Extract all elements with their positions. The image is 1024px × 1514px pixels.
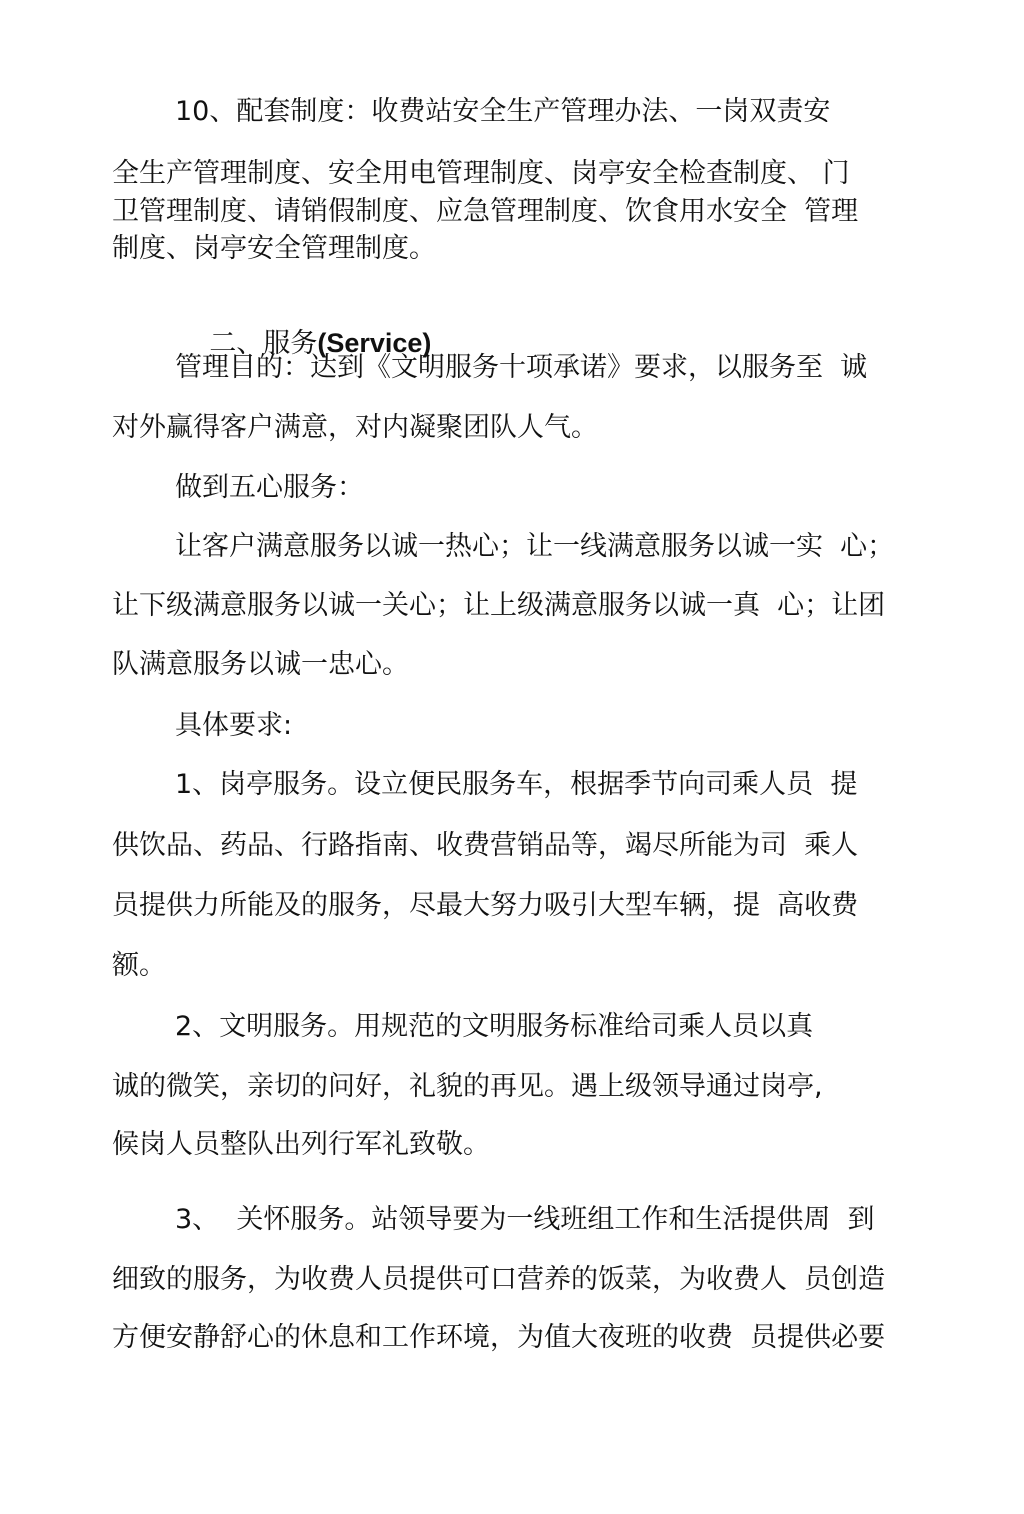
paragraph-line: 制度、岗亭安全管理制度。 <box>112 233 436 264</box>
paragraph-line: 1、岗亭服务。设立便民服务车，根据季节向司乘人员 提 <box>175 769 858 800</box>
section-heading-en: (Service) <box>317 328 432 358</box>
paragraph-line: 额。 <box>112 950 166 981</box>
paragraph-line: 方便安静舒心的休息和工作环境，为值大夜班的收费 员提供必要 <box>112 1322 886 1353</box>
paragraph-line: 对外赢得客户满意，对内凝聚团队人气。 <box>112 412 598 443</box>
paragraph-line: 管理目的：达到《文明服务十项承诺》要求，以服务至 诚 <box>175 352 868 383</box>
paragraph-line: 让客户满意服务以诚一热心；让一线满意服务以诚一实 心； <box>175 531 895 562</box>
paragraph-line: 3、 关怀服务。站领导要为一线班组工作和生活提供周 到 <box>175 1204 875 1235</box>
paragraph-line: 队满意服务以诚一忠心。 <box>112 649 409 680</box>
section-heading-cn: 二、服务 <box>209 328 318 359</box>
paragraph-line: 卫管理制度、请销假制度、应急管理制度、饮食用水安全 管理 <box>112 196 859 227</box>
subheading: 具体要求: <box>175 710 293 741</box>
paragraph-line: 供饮品、药品、行路指南、收费营销品等，竭尽所能为司 乘人 <box>112 830 859 861</box>
paragraph-line: 候岗人员整队出列行军礼致敬。 <box>112 1129 490 1160</box>
paragraph-line: 全生产管理制度、安全用电管理制度、岗亭安全检查制度、 门 <box>112 158 850 189</box>
paragraph-line: 2、文明服务。用规范的文明服务标准给司乘人员以真 <box>175 1011 814 1042</box>
paragraph-line: 10、配套制度：收费站安全生产管理办法、一岗双责安 <box>175 96 831 127</box>
paragraph-line: 细致的服务，为收费人员提供可口营养的饭菜，为收费人 员创造 <box>112 1264 886 1295</box>
paragraph-line: 诚的微笑，亲切的问好，礼貌的再见。遇上级领导通过岗亭, <box>112 1071 823 1102</box>
subheading: 做到五心服务： <box>175 472 364 503</box>
paragraph-line: 员提供力所能及的服务，尽最大努力吸引大型车辆，提 高收费 <box>112 890 859 921</box>
paragraph-line: 让下级满意服务以诚一关心；让上级满意服务以诚一真 心；让团 <box>112 590 886 621</box>
